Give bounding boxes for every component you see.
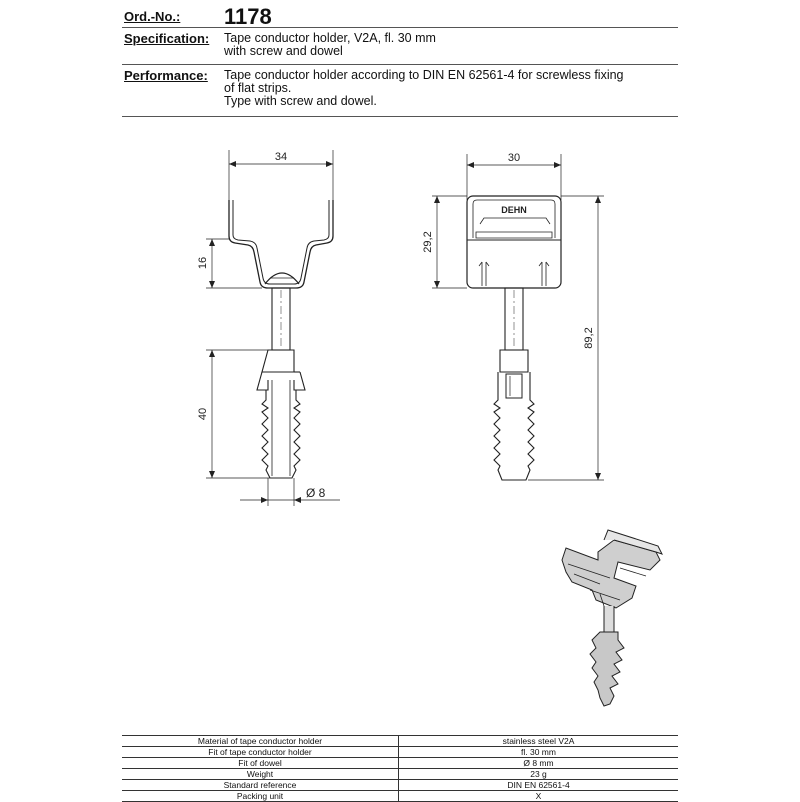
dimension-clip-height: 16 — [197, 256, 209, 270]
dimension-width-side: 30 — [507, 152, 521, 164]
spec-row-value: Ø 8 mm — [399, 758, 679, 769]
order-number-label: Ord.-No.: — [124, 9, 181, 24]
spec-row-value: fl. 30 mm — [399, 747, 679, 758]
spec-row-label: Fit of tape conductor holder — [122, 747, 399, 758]
dehn-logo: DEHN — [501, 205, 527, 215]
spec-row — [122, 780, 678, 791]
specification-line: with screw and dowel — [224, 44, 343, 58]
order-number: 1178 — [224, 4, 272, 29]
performance-line: of flat strips. — [224, 81, 292, 95]
specification-label: Specification: — [124, 31, 210, 46]
spec-row-label: Weight — [122, 769, 399, 780]
performance-line: Type with screw and dowel. — [224, 94, 377, 108]
spec-row-value: 23 g — [399, 769, 679, 780]
dimension-dowel-length: 40 — [197, 407, 209, 421]
dimension-dowel-diameter: Ø 8 — [306, 486, 326, 500]
dimension-width-front: 34 — [274, 151, 288, 163]
spec-row-value: X — [399, 791, 679, 802]
side-view — [422, 152, 604, 480]
spec-row-label: Fit of dowel — [122, 758, 399, 769]
spec-row-value: stainless steel V2A — [399, 736, 679, 747]
isometric-view — [562, 530, 662, 706]
dimension-height-side: 29,2 — [422, 231, 434, 253]
front-view — [197, 150, 340, 506]
specification-line: Tape conductor holder, V2A, fl. 30 mm — [224, 31, 436, 45]
specification-table — [122, 735, 678, 802]
performance-line: Tape conductor holder according to DIN EN 62561-4 for screwless fixing — [224, 68, 624, 82]
spec-row-label: Packing unit — [122, 791, 399, 802]
dimension-total-height: 89,2 — [583, 327, 595, 349]
spec-row-label: Standard reference — [122, 780, 399, 791]
spec-row — [122, 758, 678, 769]
spec-row — [122, 736, 678, 747]
spec-row-label: Material of tape conductor holder — [122, 736, 399, 747]
spec-row-value: DIN EN 62561-4 — [399, 780, 679, 791]
spec-row — [122, 747, 678, 758]
spec-row — [122, 769, 678, 780]
performance-label: Performance: — [124, 68, 208, 83]
